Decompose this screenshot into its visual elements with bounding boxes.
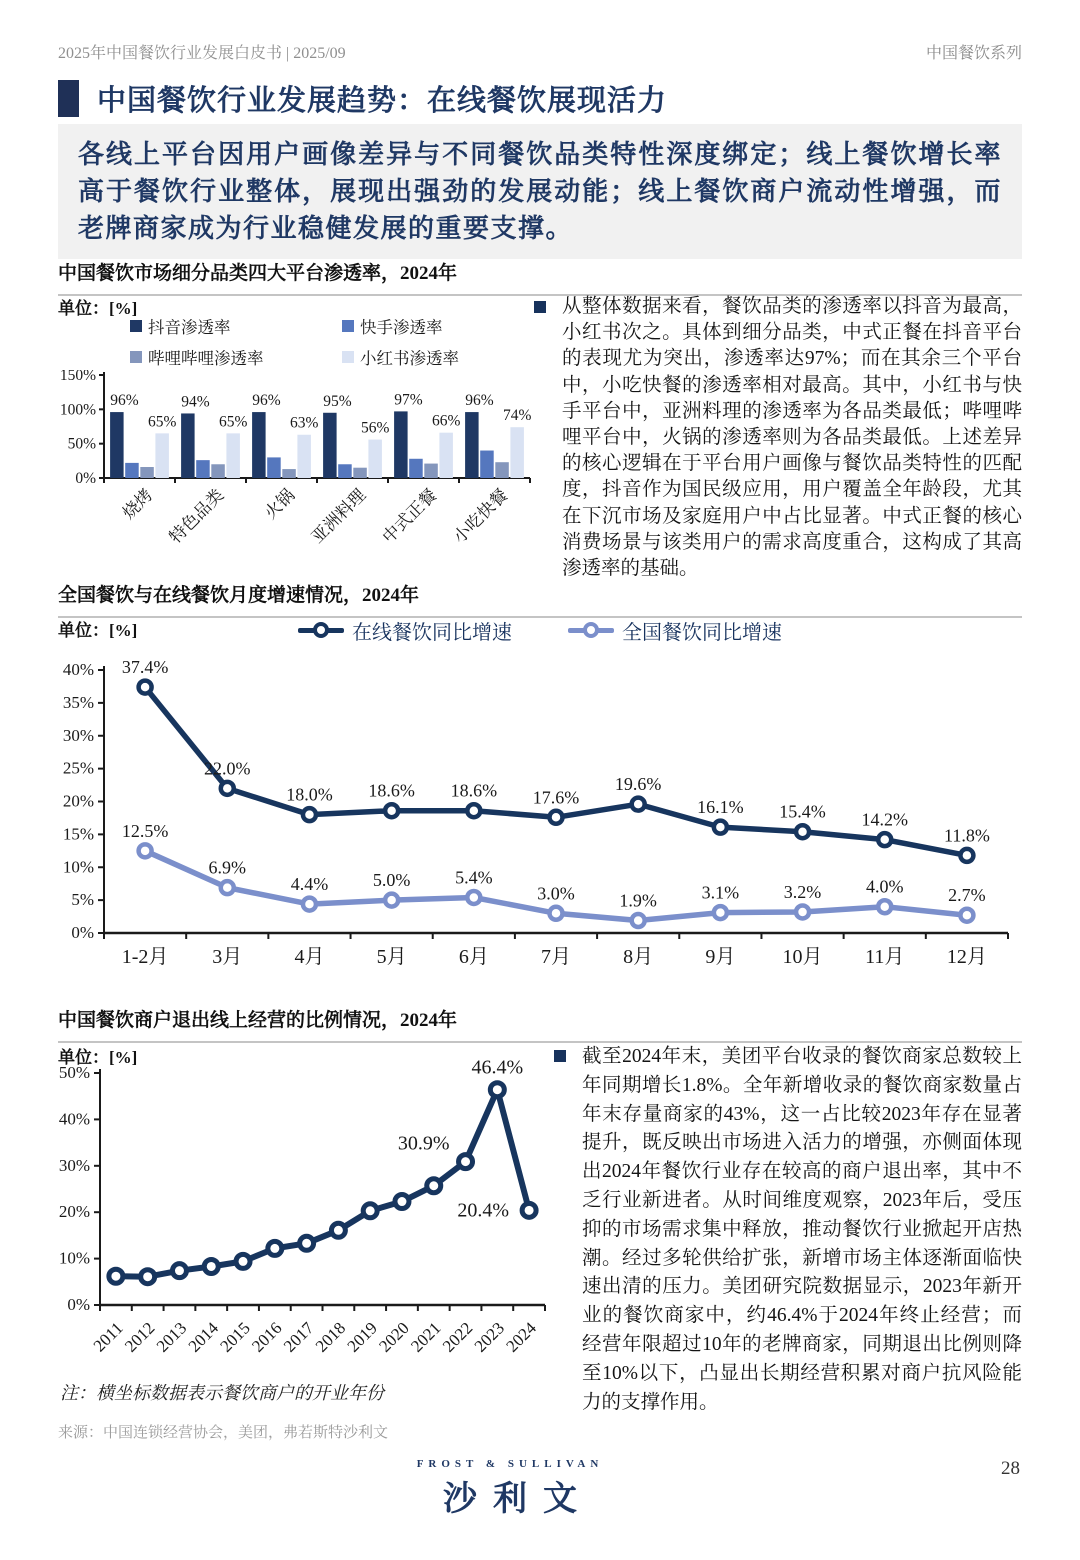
svg-text:2013: 2013 (152, 1318, 191, 1356)
svg-text:94%: 94% (181, 393, 210, 411)
svg-text:3.1%: 3.1% (701, 882, 740, 903)
svg-text:0%: 0% (71, 923, 94, 942)
svg-text:97%: 97% (394, 391, 423, 409)
svg-text:8月: 8月 (623, 946, 654, 968)
commentary-penetration (534, 294, 1022, 582)
chart2-title: 全国餐饮与在线餐饮月度增速情况，2024年 (58, 580, 1022, 618)
svg-text:18.6%: 18.6% (450, 780, 498, 801)
chart1-title: 中国餐饮市场细分品类四大平台渗透率，2024年 (58, 258, 1022, 296)
chart2-unit-label: 单位：[%] (58, 621, 138, 640)
exit-rate-line-chart (58, 1047, 578, 1379)
bullet-square-icon (554, 1050, 566, 1062)
svg-text:3.2%: 3.2% (783, 881, 822, 902)
svg-text:15%: 15% (62, 824, 94, 844)
svg-text:40%: 40% (58, 1109, 90, 1129)
chart2-legend-item-2 (568, 616, 782, 645)
svg-text:1.9%: 1.9% (619, 890, 657, 911)
svg-text:5月: 5月 (376, 946, 407, 968)
svg-text:14.2%: 14.2% (861, 809, 908, 830)
page-header (58, 40, 1022, 63)
penetration-bar-chart (58, 370, 538, 582)
svg-text:35%: 35% (62, 692, 94, 712)
svg-text:11.8%: 11.8% (943, 825, 990, 846)
svg-text:2014: 2014 (184, 1318, 223, 1356)
svg-text:46.4%: 46.4% (471, 1056, 524, 1079)
svg-text:20.4%: 20.4% (457, 1199, 510, 1222)
svg-text:30%: 30% (58, 1155, 90, 1175)
svg-text:16.1%: 16.1% (697, 797, 744, 818)
frost-sullivan-logo (0, 1458, 1020, 1520)
svg-text:20%: 20% (58, 1202, 90, 1222)
svg-text:2024: 2024 (502, 1318, 540, 1356)
svg-text:63%: 63% (289, 414, 319, 432)
svg-text:2012: 2012 (121, 1318, 159, 1356)
svg-text:7月: 7月 (541, 946, 571, 968)
legend-label: 小红书渗透率 (360, 349, 459, 368)
svg-text:18.0%: 18.0% (286, 784, 333, 805)
svg-text:37.4%: 37.4% (121, 657, 169, 678)
title-row (58, 78, 667, 119)
legend-line-marker-icon (298, 622, 344, 639)
svg-text:10%: 10% (62, 857, 94, 877)
section-merchant-exit (58, 1005, 1022, 1460)
legend-label: 快手渗透率 (360, 318, 443, 337)
chart3-unit-label: 单位：[%] (58, 1048, 138, 1067)
chart3-title: 中国餐饮商户退出线上经营的比例情况，2024年 (58, 1005, 1022, 1043)
svg-text:150%: 150% (59, 370, 96, 384)
svg-text:1-2月: 1-2月 (121, 946, 169, 968)
svg-text:4.4%: 4.4% (290, 874, 329, 895)
chart1-legend-item-4 (342, 345, 459, 369)
svg-text:56%: 56% (360, 419, 390, 437)
chart1-legend-item-3 (130, 345, 342, 369)
chart1-legend-item-2 (342, 314, 459, 338)
legend-label: 在线餐饮同比增速 (352, 622, 512, 644)
svg-text:25%: 25% (62, 758, 94, 778)
svg-text:2022: 2022 (438, 1318, 477, 1356)
legend-swatch-icon (130, 351, 142, 363)
svg-text:22.0%: 22.0% (204, 758, 251, 779)
svg-text:96%: 96% (465, 392, 494, 410)
chart1-unit-label: 单位：[%] (58, 299, 138, 318)
svg-text:火锅: 火锅 (260, 485, 299, 523)
commentary-exit (554, 1043, 1022, 1417)
logo-chinese-text: 沙利文 (443, 1481, 593, 1518)
svg-text:74%: 74% (502, 407, 532, 425)
commentary-exit-text: 截至2024年末，美团平台收录的餐饮商家总数较上年同期增长1.8%。全年新增收录的餐饮商家数量占年末存量商家的43%，这一占比较2023年存在显著提升，既反映出市场进入活力的增强，亦侧面体现出2024年餐饮行业存在较高的商户退出率，其中不乏行业新进者。从时间维度观察，2023年后，受压抑的市场需求集中释放，推动餐饮行业掀起开店热潮。经过多轮供给扩张，新增市场主体逐渐面临快速出清的压力。美团研究院数据显示，2023年新开业的餐饮商家中，约46.4%于2024年终止经营；而经营年限超过10年的老牌商家，同期退出比例则降至10%以下，凸显出长期经营积累对商户抗风险能力的支撑作用。 (582, 1046, 1022, 1413)
svg-text:5.0%: 5.0% (372, 870, 411, 891)
svg-text:15.4%: 15.4% (779, 801, 826, 822)
svg-text:11月: 11月 (865, 946, 905, 968)
svg-text:19.6%: 19.6% (614, 774, 662, 795)
svg-text:特色品类: 特色品类 (165, 485, 228, 547)
legend-swatch-icon (130, 320, 142, 332)
legend-label: 哔哩哔哩渗透率 (148, 349, 264, 368)
svg-text:100%: 100% (59, 401, 96, 419)
svg-text:20%: 20% (62, 791, 94, 811)
svg-text:中式正餐: 中式正餐 (378, 485, 441, 547)
svg-text:65%: 65% (147, 413, 177, 431)
svg-text:2020: 2020 (375, 1318, 413, 1356)
svg-text:96%: 96% (110, 392, 139, 410)
chart1-commentary (534, 294, 1022, 582)
svg-text:2011: 2011 (89, 1318, 127, 1356)
svg-text:4.0%: 4.0% (865, 876, 904, 897)
svg-text:小吃快餐: 小吃快餐 (449, 485, 512, 547)
svg-text:烧烤: 烧烤 (118, 485, 157, 523)
legend-line-marker-icon (568, 622, 614, 639)
source-note: 来源：中国连锁经营协会，美团，弗若斯特沙利文 (58, 1425, 389, 1441)
svg-text:2.7%: 2.7% (948, 885, 986, 906)
svg-text:5.4%: 5.4% (455, 867, 493, 888)
svg-text:10月: 10月 (782, 946, 823, 968)
page-number: 28 (1001, 1458, 1020, 1479)
page-title: 中国餐饮行业发展趋势：在线餐饮展现活力 (97, 85, 668, 117)
svg-text:4月: 4月 (294, 946, 325, 968)
svg-text:2021: 2021 (407, 1318, 445, 1356)
svg-text:3月: 3月 (212, 946, 243, 968)
title-square-icon (58, 80, 79, 117)
bullet-square-icon (534, 301, 546, 313)
svg-text:0%: 0% (75, 470, 96, 487)
svg-text:30%: 30% (62, 725, 94, 745)
svg-text:95%: 95% (323, 392, 352, 410)
svg-text:12月: 12月 (946, 946, 987, 968)
svg-text:40%: 40% (62, 660, 94, 679)
svg-text:0%: 0% (67, 1295, 90, 1314)
svg-text:66%: 66% (431, 412, 461, 430)
svg-text:96%: 96% (252, 392, 281, 410)
chart2-legend (58, 616, 1022, 645)
legend-label: 全国餐饮同比增速 (622, 622, 782, 644)
legend-dot (583, 622, 599, 638)
legend-dot (313, 622, 329, 638)
svg-text:50%: 50% (58, 1063, 90, 1082)
header-left-text: 2025年中国餐饮行业发展白皮书 | 2025/09 (58, 45, 346, 62)
svg-text:12.5%: 12.5% (121, 820, 169, 841)
svg-text:17.6%: 17.6% (532, 787, 580, 808)
chart2-legend-item-1 (298, 616, 512, 645)
svg-text:50%: 50% (67, 435, 96, 453)
logo-english-text: FROST & SULLIVAN (416, 1458, 604, 1470)
svg-text:亚洲料理: 亚洲料理 (307, 485, 370, 547)
svg-text:3.0%: 3.0% (537, 883, 575, 904)
svg-text:2017: 2017 (279, 1318, 318, 1356)
svg-text:2015: 2015 (216, 1318, 254, 1356)
section-platform-penetration (58, 258, 1022, 580)
svg-text:9月: 9月 (705, 946, 736, 968)
svg-text:2023: 2023 (470, 1318, 509, 1356)
svg-text:30.9%: 30.9% (397, 1132, 450, 1155)
svg-text:6月: 6月 (458, 946, 489, 968)
svg-text:2019: 2019 (343, 1318, 382, 1356)
chart1-legend-item-1 (130, 314, 342, 338)
svg-text:2018: 2018 (311, 1318, 350, 1356)
growth-line-chart (58, 656, 1022, 986)
svg-text:65%: 65% (218, 413, 248, 431)
svg-text:5%: 5% (71, 890, 94, 910)
summary-box: 各线上平台因用户画像差异与不同餐饮品类特性深度绑定；线上餐饮增长率高于餐饮行业整体，展现出强劲的发展动能；线上餐饮商户流动性增强，而老牌商家成为行业稳健发展的重要支撑。 (58, 124, 1022, 259)
legend-swatch-icon (342, 351, 354, 363)
chart3-footnote: 注：横坐标数据表示餐饮商户的开业年份 (60, 1383, 384, 1403)
svg-text:2016: 2016 (248, 1318, 286, 1356)
chart3-commentary (554, 1043, 1022, 1417)
header-right-text: 中国餐饮系列 (925, 45, 1022, 62)
legend-swatch-icon (342, 320, 354, 332)
svg-text:6.9%: 6.9% (208, 857, 247, 878)
legend-label: 抖音渗透率 (148, 318, 231, 337)
svg-text:10%: 10% (58, 1248, 90, 1268)
chart1-legend (130, 314, 459, 369)
section-monthly-growth (58, 580, 1022, 1004)
commentary-penetration-text: 从整体数据来看，餐饮品类的渗透率以抖音为最高，小红书次之。具体到细分品类，中式正餐在抖音平台的表现尤为突出，渗透率达97%；而在其余三个平台中，小吃快餐的渗透率相对最高。其中，小红书与快手平台中，亚洲料理的渗透率为各品类最低；哔哩哔哩平台中，火锅的渗透率则为各品类最低。上述差异的核心逻辑在于平台用户画像与餐饮品类特性的匹配度，抖音作为国民级应用，用户覆盖全年龄段，尤其在下沉市场及家庭用户中占比显著。中式正餐的核心消费场景与该类用户的需求高度重合，这构成了其高渗透率的基础。 (562, 296, 1022, 580)
svg-text:18.6%: 18.6% (368, 780, 415, 801)
